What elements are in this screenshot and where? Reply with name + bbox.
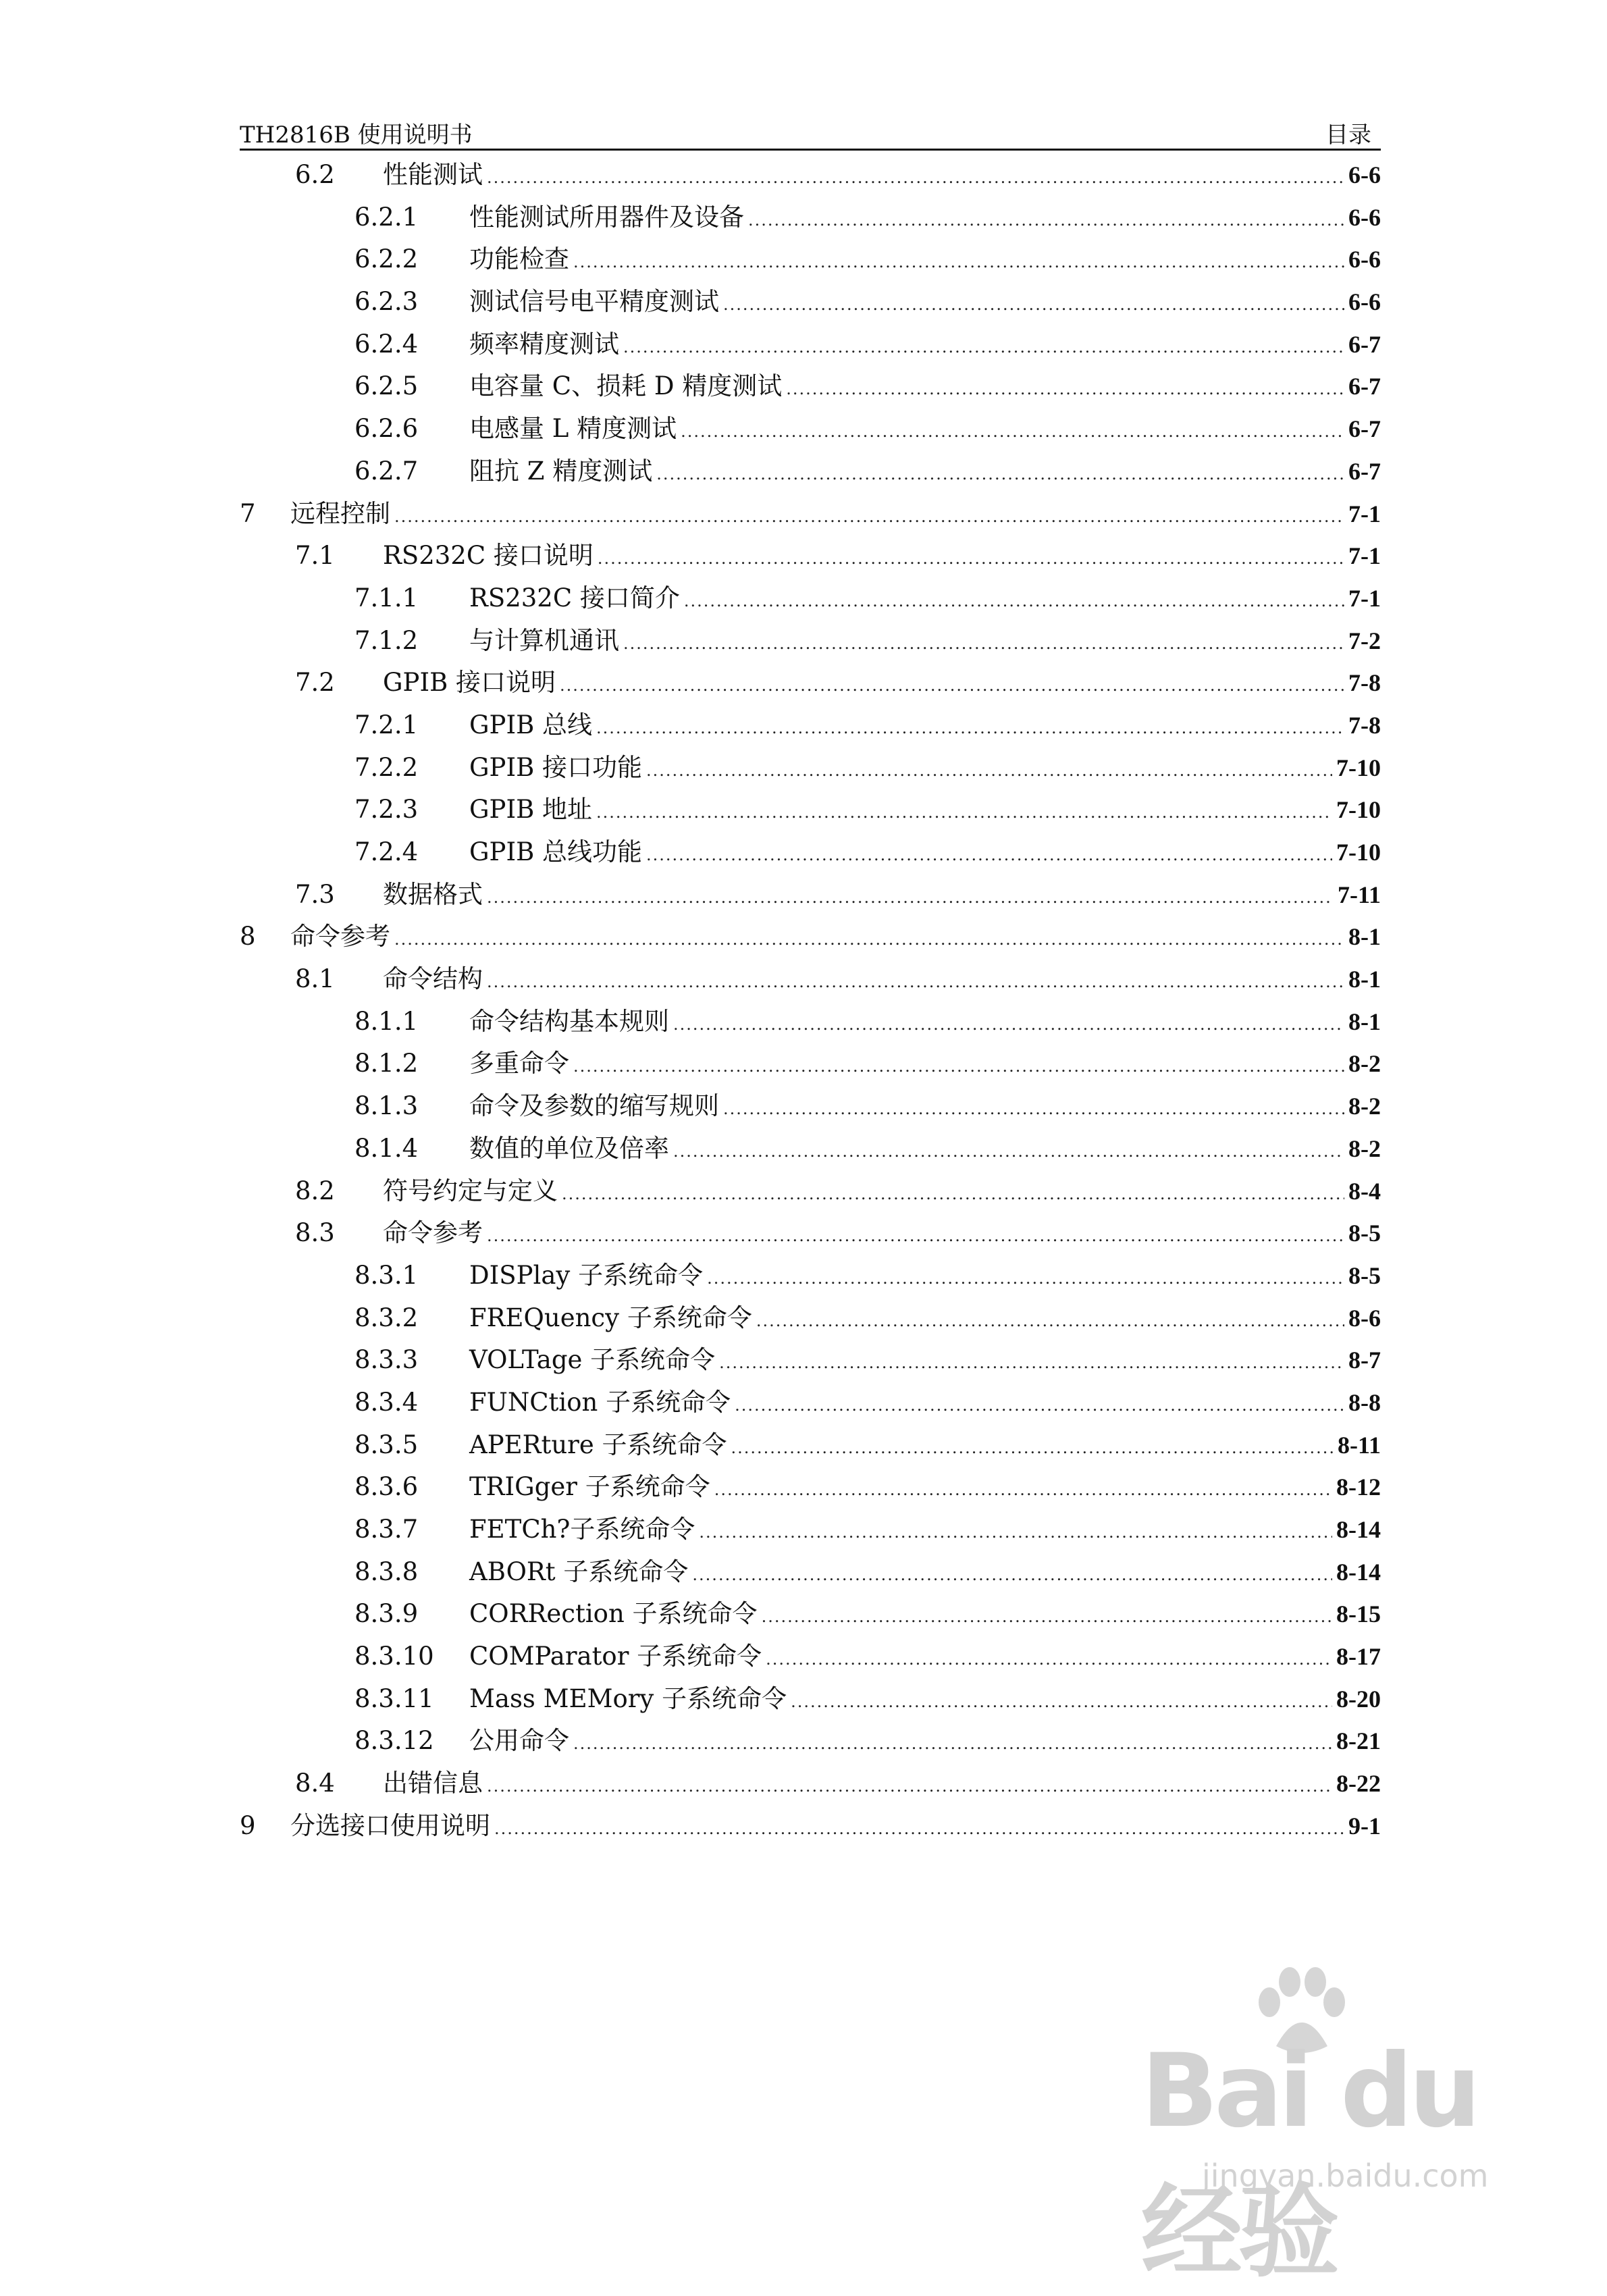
toc-page-number: 8-11 (1337, 1431, 1381, 1459)
toc-section-number: 8.3.6 (354, 1472, 419, 1502)
dot-leader (735, 1384, 1344, 1427)
toc-section-title: TRIGger 子系统命令 (469, 1472, 710, 1502)
toc-entry[interactable] (240, 323, 1381, 366)
dot-leader (673, 1003, 1344, 1046)
table-of-contents (240, 154, 1381, 1848)
toc-page-number: 6-6 (1348, 203, 1381, 231)
toc-page-number: 7-10 (1336, 839, 1381, 866)
toc-page-number: 8-4 (1348, 1177, 1381, 1205)
toc-page-number: 7-1 (1348, 500, 1381, 527)
dot-leader (562, 1173, 1344, 1216)
toc-section-number: 6.2.3 (354, 287, 419, 317)
toc-section-title: 公用命令 (469, 1726, 569, 1756)
dot-leader (596, 707, 1344, 750)
toc-entry[interactable] (240, 704, 1381, 747)
toc-page-number: 8-17 (1336, 1643, 1381, 1671)
toc-page-number: 8-5 (1348, 1261, 1381, 1289)
dot-leader (596, 791, 1332, 834)
dot-leader (762, 1596, 1332, 1638)
toc-section-number: 8.3.5 (354, 1430, 419, 1459)
toc-section-title: 分选接口使用说明 (290, 1810, 490, 1840)
toc-section-title: 阻抗 Z 精度测试 (469, 456, 653, 486)
dot-leader (714, 1469, 1332, 1511)
dot-leader (723, 284, 1344, 326)
toc-entry[interactable] (240, 1805, 1381, 1848)
toc-section-title: 与计算机通讯 (469, 625, 619, 655)
toc-entry[interactable] (240, 1128, 1381, 1170)
toc-section-number: 7.1.1 (354, 583, 419, 612)
toc-section-number: 7.2.3 (354, 795, 419, 825)
toc-page-number: 6-7 (1348, 373, 1381, 400)
toc-entry[interactable] (240, 1551, 1381, 1594)
toc-section-title: VOLTage 子系统命令 (469, 1345, 716, 1375)
toc-section-title: 性能测试 (383, 160, 483, 189)
toc-page-number: 8-7 (1348, 1347, 1381, 1374)
toc-section-number: 7 (240, 498, 256, 528)
toc-section-title: GPIB 总线 (469, 710, 593, 739)
watermark-brand: Bai du 经验 (1141, 2033, 1477, 2291)
toc-section-title: 频率精度测试 (469, 329, 619, 359)
toc-entry[interactable] (240, 1593, 1381, 1636)
toc-entry[interactable] (240, 958, 1381, 1001)
dot-leader (487, 877, 1334, 919)
toc-entry[interactable] (240, 916, 1381, 958)
toc-section-number: 6.2.2 (354, 244, 419, 274)
toc-entry[interactable] (240, 1001, 1381, 1043)
toc-section-title: 测试信号电平精度测试 (469, 287, 719, 317)
toc-entry[interactable] (240, 874, 1381, 916)
toc-section-number: 8.3 (295, 1218, 335, 1248)
dot-leader (487, 1765, 1332, 1808)
toc-entry[interactable] (240, 1424, 1381, 1467)
dot-leader (598, 538, 1344, 580)
toc-section-title: FREQuency 子系统命令 (469, 1303, 752, 1332)
toc-section-number: 8.4 (295, 1769, 335, 1798)
toc-section-title: 远程控制 (290, 498, 390, 528)
toc-section-number: 8.3.10 (354, 1642, 434, 1671)
toc-page-number: 6-7 (1348, 330, 1381, 358)
toc-entry[interactable] (240, 1382, 1381, 1424)
toc-entry[interactable] (240, 408, 1381, 450)
toc-section-number: 9 (240, 1810, 256, 1840)
dot-leader (791, 1681, 1332, 1723)
toc-section-title: CORRection 子系统命令 (469, 1599, 758, 1629)
toc-section-title: 数值的单位及倍率 (469, 1133, 669, 1163)
toc-section-number: 8.3.8 (354, 1557, 419, 1586)
toc-section-number: 8 (240, 922, 256, 951)
toc-section-title: 命令结构 (383, 964, 483, 994)
dot-leader (786, 368, 1344, 411)
toc-entry[interactable] (240, 365, 1381, 408)
toc-page-number: 8-5 (1348, 1220, 1381, 1247)
toc-entry[interactable] (240, 1255, 1381, 1297)
toc-page-number: 6-7 (1348, 415, 1381, 443)
toc-section-number: 7.3 (295, 879, 335, 909)
toc-page-number: 6-6 (1348, 246, 1381, 273)
toc-section-number: 8.3.3 (354, 1345, 419, 1375)
dot-leader (731, 1427, 1334, 1469)
toc-entry[interactable] (240, 1466, 1381, 1509)
dot-leader (646, 834, 1332, 877)
dot-leader (487, 157, 1344, 199)
toc-entry[interactable] (240, 1339, 1381, 1382)
toc-page-number: 8-1 (1348, 966, 1381, 993)
dot-leader (394, 496, 1344, 538)
toc-page-number: 6-6 (1348, 161, 1381, 188)
toc-entry[interactable] (240, 493, 1381, 536)
toc-section-title: 命令结构基本规则 (469, 1006, 669, 1036)
toc-page-number: 8-1 (1348, 1008, 1381, 1035)
toc-section-number: 7.2.1 (354, 710, 419, 739)
toc-section-number: 6.2.1 (354, 202, 419, 232)
toc-section-title: APERture 子系统命令 (469, 1430, 727, 1459)
dot-leader (723, 1088, 1344, 1130)
toc-section-number: 8.3.11 (354, 1684, 434, 1713)
toc-section-number: 8.3.9 (354, 1599, 419, 1629)
dot-leader (573, 1723, 1332, 1765)
toc-section-title: ABORt 子系统命令 (469, 1557, 689, 1586)
toc-section-title: FUNCtion 子系统命令 (469, 1387, 731, 1417)
toc-section-title: 命令及参数的缩写规则 (469, 1091, 719, 1121)
toc-section-title: RS232C 接口简介 (469, 583, 680, 612)
toc-section-title: 电容量 C、损耗 D 精度测试 (469, 371, 783, 401)
dot-leader (623, 623, 1344, 665)
toc-page-number: 7-8 (1348, 669, 1381, 697)
toc-section-title: GPIB 接口功能 (469, 752, 643, 782)
toc-entry[interactable] (240, 789, 1381, 831)
dot-leader (692, 1554, 1332, 1596)
toc-page-number: 7-10 (1336, 796, 1381, 824)
watermark-url: jingyan.baidu.com (1202, 2158, 1489, 2194)
toc-section-title: 符号约定与定义 (383, 1176, 558, 1205)
watermark (1141, 1965, 1546, 2291)
toc-entry[interactable] (240, 1636, 1381, 1678)
toc-page-number: 8-14 (1336, 1516, 1381, 1543)
toc-entry[interactable] (240, 281, 1381, 323)
toc-entry[interactable] (240, 1763, 1381, 1805)
toc-page-number: 7-10 (1336, 754, 1381, 781)
toc-section-title: GPIB 地址 (469, 795, 593, 825)
dot-leader (646, 750, 1332, 792)
toc-entry[interactable] (240, 1170, 1381, 1213)
toc-page-number: 7-11 (1337, 881, 1381, 908)
dot-leader (719, 1342, 1344, 1384)
toc-entry[interactable] (240, 1509, 1381, 1551)
dot-leader (656, 453, 1344, 496)
toc-section-number: 8.1.4 (354, 1133, 419, 1163)
toc-section-number: 8.3.4 (354, 1387, 419, 1417)
toc-section-number: 8.1.3 (354, 1091, 419, 1121)
toc-entry[interactable] (240, 577, 1381, 620)
toc-page-number: 7-8 (1348, 711, 1381, 739)
toc-section-title: COMParator 子系统命令 (469, 1642, 762, 1671)
toc-page-number: 8-2 (1348, 1093, 1381, 1120)
toc-entry[interactable] (240, 1678, 1381, 1721)
toc-section-number: 8.1 (295, 964, 335, 994)
toc-page-number: 8-22 (1336, 1770, 1381, 1798)
toc-section-title: FETCh?子系统命令 (469, 1515, 695, 1544)
toc-page-number: 7-1 (1348, 542, 1381, 570)
toc-section-number: 8.3.12 (354, 1726, 434, 1756)
dot-leader (699, 1511, 1332, 1554)
dot-leader (487, 961, 1344, 1003)
toc-section-number: 8.1.2 (354, 1049, 419, 1078)
toc-page-number: 8-2 (1348, 1134, 1381, 1162)
toc-entry[interactable] (240, 535, 1381, 577)
toc-entry[interactable] (240, 154, 1381, 197)
dot-leader (681, 411, 1344, 453)
toc-section-number: 6.2.4 (354, 329, 419, 359)
toc-section-number: 8.3.1 (354, 1260, 419, 1290)
header-doc-title: TH2816B 使用说明书 (240, 122, 473, 149)
toc-section-number: 7.2 (295, 668, 335, 698)
toc-section-title: 性能测试所用器件及设备 (469, 202, 744, 232)
dot-leader (623, 326, 1344, 369)
toc-section-title: RS232C 接口说明 (383, 541, 594, 571)
toc-page-number: 8-1 (1348, 923, 1381, 951)
dot-leader (487, 1215, 1344, 1257)
toc-section-title: 命令参考 (383, 1218, 483, 1248)
toc-page-number: 8-15 (1336, 1600, 1381, 1628)
toc-page-number: 6-6 (1348, 288, 1381, 316)
toc-page-number: 7-2 (1348, 627, 1381, 654)
toc-section-title: 数据格式 (383, 879, 483, 909)
dot-leader (573, 241, 1344, 284)
toc-entry[interactable] (240, 238, 1381, 281)
dot-leader (494, 1808, 1344, 1850)
toc-page-number: 8-12 (1336, 1473, 1381, 1501)
header-section-name: 目录 (1325, 122, 1371, 149)
toc-page-number: 7-1 (1348, 584, 1381, 612)
toc-section-number: 7.2.4 (354, 837, 419, 866)
toc-section-title: Mass MEMory 子系统命令 (469, 1684, 787, 1713)
toc-section-title: 命令参考 (290, 922, 390, 951)
toc-section-number: 8.2 (295, 1176, 335, 1205)
toc-page-number: 9-1 (1348, 1812, 1381, 1840)
dot-leader (684, 580, 1344, 623)
dot-leader (707, 1257, 1344, 1300)
toc-entry[interactable] (240, 747, 1381, 789)
toc-entry[interactable] (240, 1297, 1381, 1340)
toc-section-number: 6.2 (295, 160, 335, 189)
toc-entry[interactable] (240, 1212, 1381, 1255)
toc-page-number: 8-20 (1336, 1685, 1381, 1713)
dot-leader (756, 1300, 1344, 1342)
toc-entry[interactable] (240, 662, 1381, 704)
toc-entry[interactable] (240, 1085, 1381, 1128)
toc-section-number: 7.1 (295, 541, 335, 571)
toc-section-number: 8.3.2 (354, 1303, 419, 1332)
toc-entry[interactable] (240, 831, 1381, 874)
page-header (240, 113, 1381, 151)
toc-entry[interactable] (240, 197, 1381, 239)
toc-entry[interactable] (240, 620, 1381, 662)
toc-section-title: 出错信息 (383, 1769, 483, 1798)
toc-page-number: 8-6 (1348, 1304, 1381, 1332)
toc-page-number: 8-14 (1336, 1558, 1381, 1586)
dot-leader (673, 1130, 1344, 1173)
toc-section-title: GPIB 接口说明 (383, 668, 556, 698)
dot-leader (394, 918, 1344, 961)
toc-section-number: 8.1.1 (354, 1006, 419, 1036)
toc-page-number: 8-2 (1348, 1050, 1381, 1078)
toc-section-number: 8.3.7 (354, 1515, 419, 1544)
toc-section-title: 电感量 L 精度测试 (469, 414, 677, 444)
dot-leader (748, 199, 1344, 242)
toc-section-title: 功能检查 (469, 244, 569, 274)
toc-page-number: 6-7 (1348, 457, 1381, 485)
toc-entry[interactable] (240, 1043, 1381, 1085)
toc-section-title: DISPlay 子系统命令 (469, 1260, 704, 1290)
toc-page-number: 8-8 (1348, 1388, 1381, 1416)
toc-section-number: 7.2.2 (354, 752, 419, 782)
toc-section-number: 7.1.2 (354, 625, 419, 655)
toc-entry[interactable] (240, 450, 1381, 493)
toc-section-number: 6.2.6 (354, 414, 419, 444)
dot-leader (573, 1045, 1344, 1088)
toc-section-title: 多重命令 (469, 1049, 569, 1078)
toc-section-number: 6.2.5 (354, 371, 419, 401)
dot-leader (560, 664, 1344, 707)
toc-section-number: 6.2.7 (354, 456, 419, 486)
dot-leader (766, 1638, 1332, 1681)
toc-section-title: GPIB 总线功能 (469, 837, 643, 866)
toc-page-number: 8-21 (1336, 1727, 1381, 1755)
toc-entry[interactable] (240, 1720, 1381, 1763)
